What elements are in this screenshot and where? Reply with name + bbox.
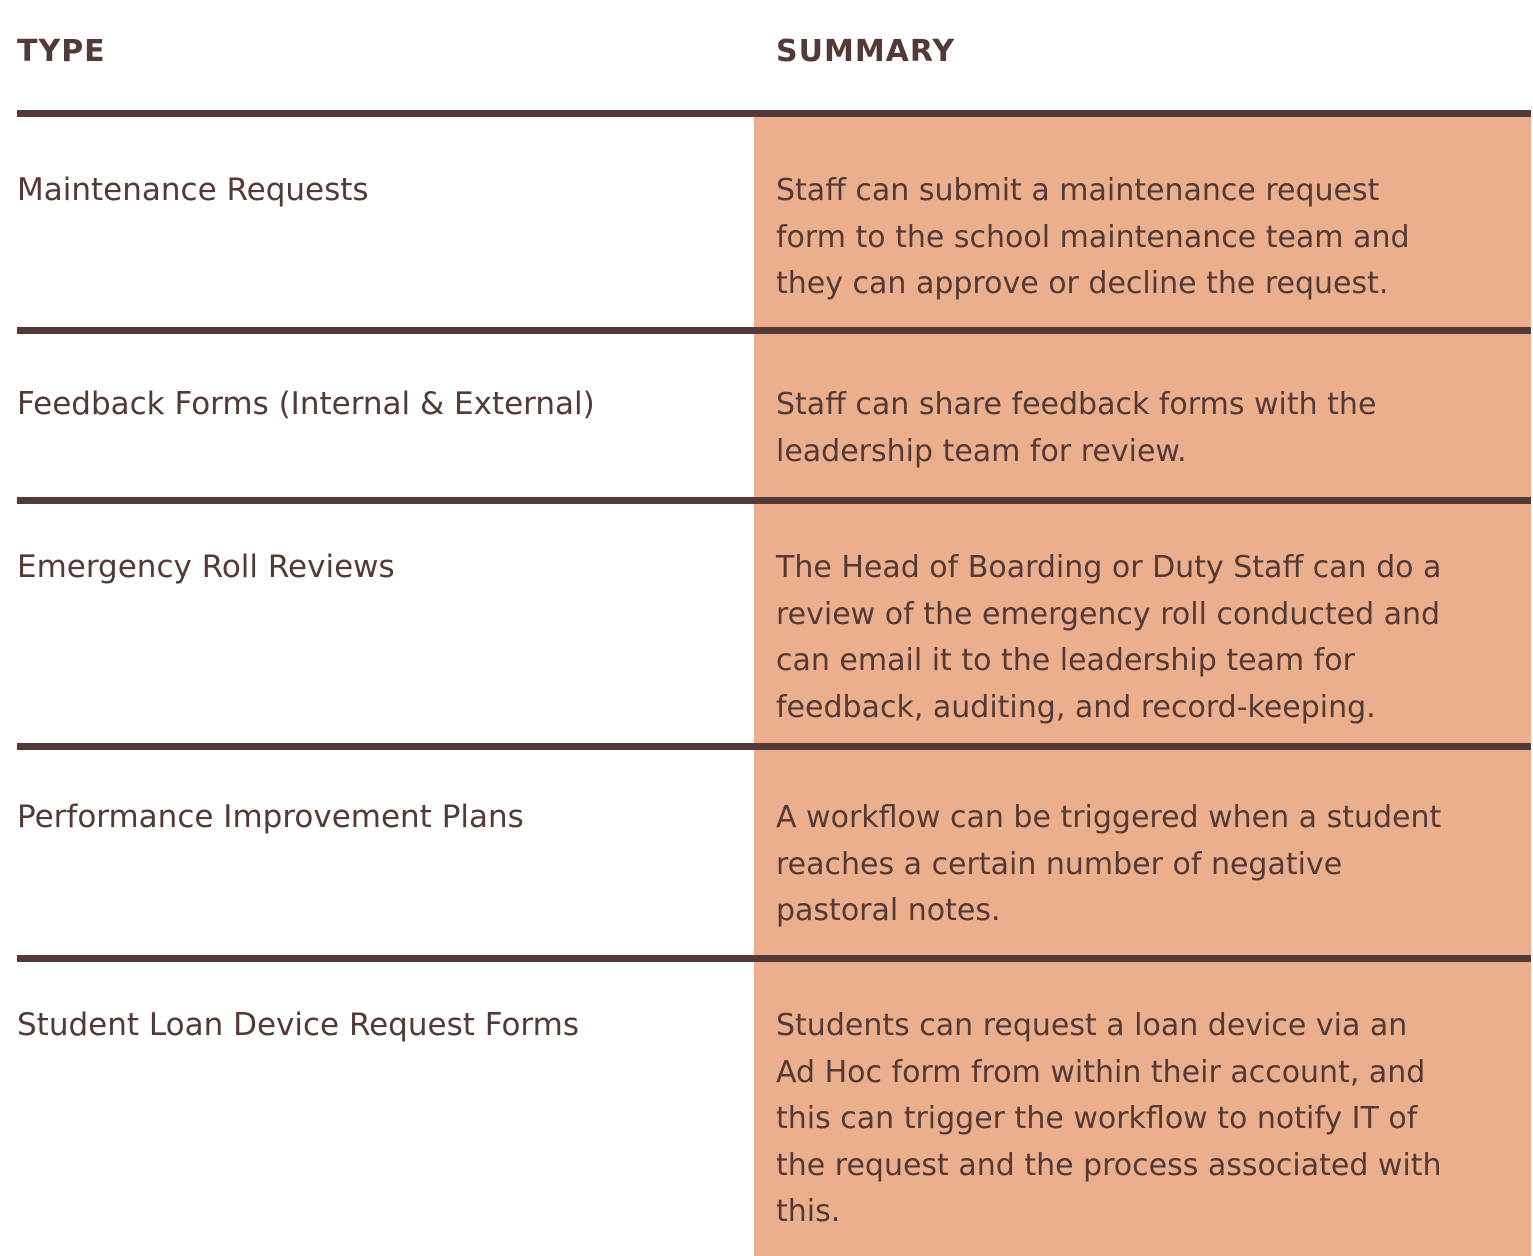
row-divider	[17, 327, 1531, 334]
table-row	[0, 334, 1533, 497]
table-row	[0, 117, 1533, 327]
type-cell: Student Loan Device Request Forms	[17, 1007, 579, 1043]
column-header-type: TYPE	[17, 34, 106, 69]
table-row	[0, 504, 1533, 743]
column-header-summary: SUMMARY	[776, 34, 956, 69]
row-divider	[17, 110, 1531, 117]
table-header	[0, 0, 1533, 110]
type-cell: Emergency Roll Reviews	[17, 549, 395, 585]
summary-text: Staff can submit a maintenance request form to the school maintenance team and they can approve or decline the request.	[776, 173, 1410, 301]
summary-text: Students can request a loan device via an Ad Hoc form from within their account, and this can trigger the workflow to notify IT of the request and the process associated with this.	[776, 1008, 1442, 1229]
summary-cell	[754, 504, 1531, 743]
table-row	[0, 750, 1533, 955]
type-cell: Performance Improvement Plans	[17, 799, 524, 835]
summary-text: The Head of Boarding or Duty Staff can do a review of the emergency roll conducted and can email it to the leadership team for feedback, auditing, and record-keeping.	[776, 550, 1442, 725]
type-cell: Feedback Forms (Internal & External)	[17, 386, 595, 422]
summary-cell	[754, 334, 1531, 497]
summary-cell	[754, 962, 1531, 1256]
row-divider	[17, 955, 1531, 962]
summary-text: A workflow can be triggered when a student reaches a certain number of negative pastoral notes.	[776, 800, 1442, 928]
row-divider	[17, 497, 1531, 504]
row-divider	[17, 743, 1531, 750]
summary-cell	[754, 750, 1531, 955]
summary-text: Staff can share feedback forms with the leadership team for review.	[776, 387, 1377, 469]
table-row	[0, 962, 1533, 1256]
summary-cell	[754, 117, 1531, 327]
type-cell: Maintenance Requests	[17, 172, 369, 208]
